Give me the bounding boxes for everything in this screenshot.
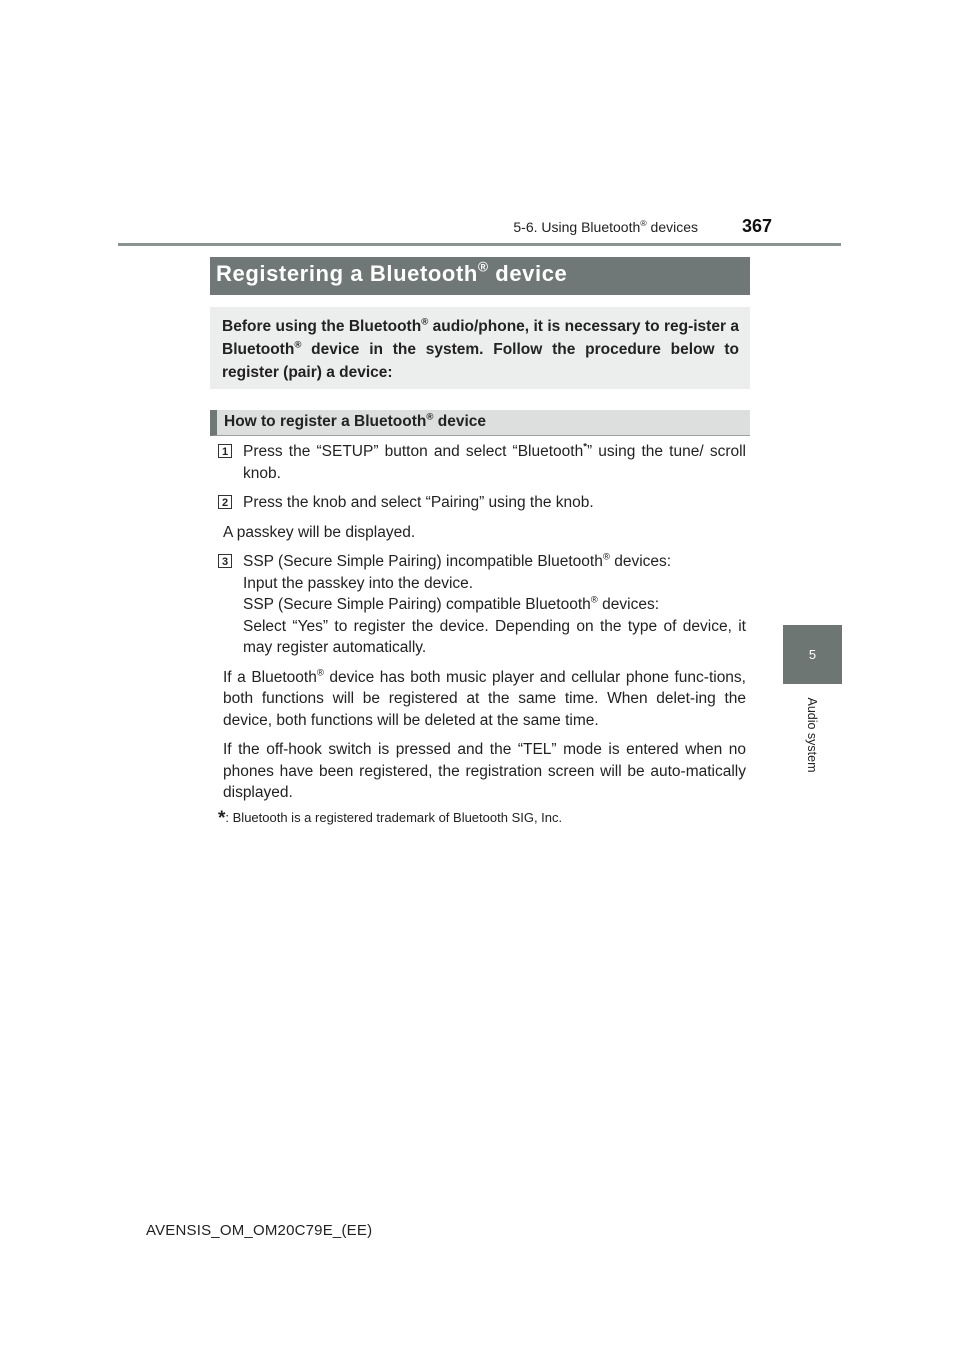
document-code: AVENSIS_OM_OM20C79E_(EE) (146, 1222, 373, 1239)
passkey-note: A passkey will be displayed. (223, 523, 416, 541)
intro-box: Before using the Bluetooth® audio/phone, it is necessary to reg-ister a Bluetooth® device in the system. Follow the procedure below to register (pair) a device: (210, 307, 750, 389)
subheading: How to register a Bluetooth® device (210, 410, 750, 436)
step-1: 1 Press the “SETUP” button and select “Bluetooth*” using the tune/ scroll knob. (218, 441, 746, 484)
header-rule (118, 243, 841, 246)
step-3: 3 SSP (Secure Simple Pairing) incompatible Bluetooth® devices: Input the passkey into the device. SSP (Secure Simple Pairing) compatible Bluetooth® devices: Select “Yes” to register the device. Depending on the type of device, it may register automatically. (218, 551, 746, 659)
step-2: 2 Press the knob and select “Pairing” using the knob. (218, 492, 746, 514)
step-number-badge: 1 (218, 444, 232, 458)
footnote: *: Bluetooth is a registered trademark of Bluetooth SIG, Inc. (218, 807, 563, 829)
section-title: 5-6. Using Bluetooth® devices (513, 217, 698, 235)
page-heading-banner: Registering a Bluetooth® device (210, 257, 750, 295)
step-number-badge: 2 (218, 495, 232, 509)
chapter-title: Audio system (805, 697, 819, 773)
info-note: If a Bluetooth® device has both music player and cellular phone func-tions, both functions will be registered at the same time. When delet-ing the device, both functions will be deleted at the same time. (223, 666, 746, 729)
procedure-content (218, 441, 746, 829)
chapter-tab: 5 (783, 625, 842, 684)
step-number-badge: 3 (218, 554, 232, 568)
info-note: If the off-hook switch is pressed and the “TEL” mode is entered when no phones have been registered, the registration screen will be auto-matically displayed. (223, 741, 746, 801)
page-number: 367 (741, 216, 772, 236)
